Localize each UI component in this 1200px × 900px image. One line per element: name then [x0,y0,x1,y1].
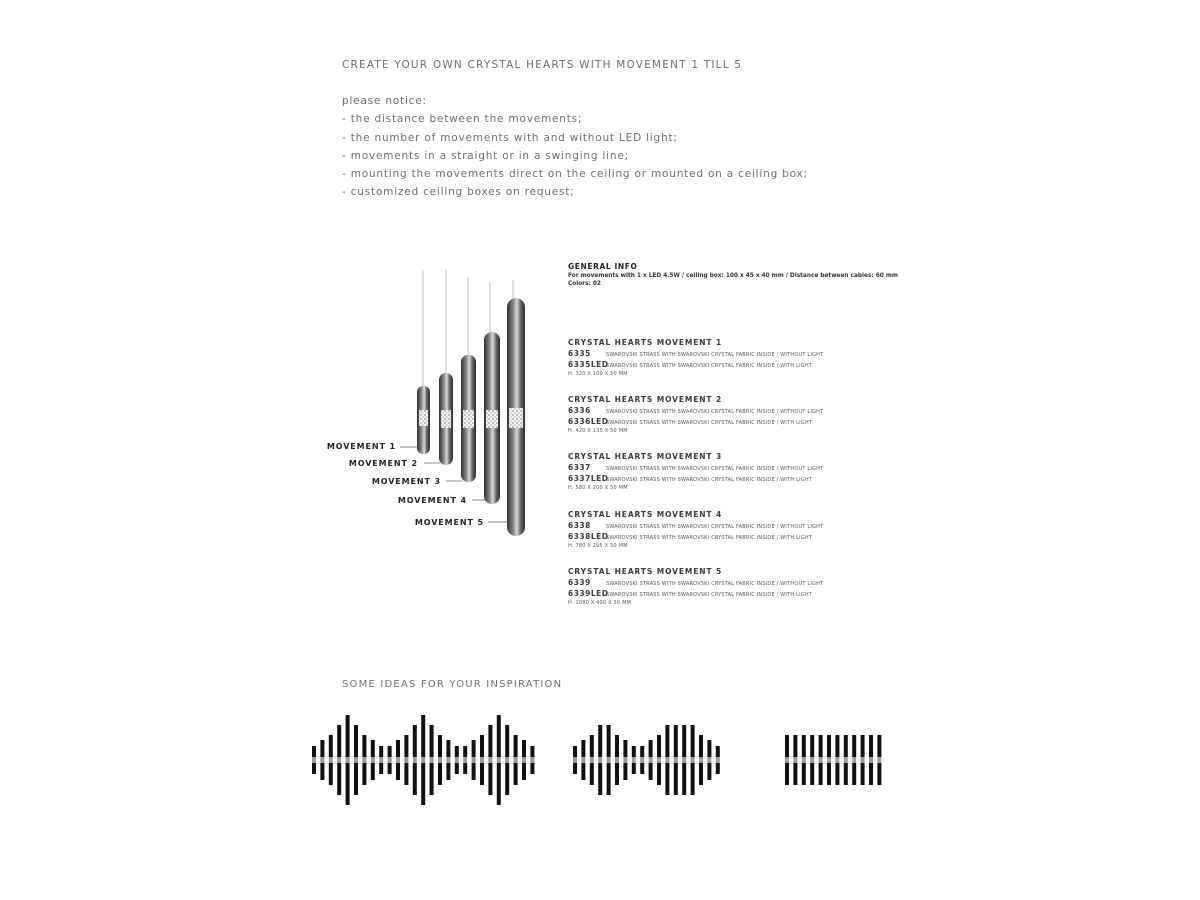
movement-label-5: MOVEMENT 5 [414,518,484,527]
arrangement-bar [793,735,797,757]
page-heading: CREATE YOUR OWN CRYSTAL HEARTS WITH MOVEMENT 1 TILL 5 [342,59,743,71]
arrangement-crystal [877,757,881,763]
product-dimensions: H. 320 X 100 X 50 MM [568,371,628,377]
arrangement-bar [371,740,375,757]
movement-5-ring [507,298,525,536]
notice-intro: please notice: [342,95,427,107]
product-group-movement-3 [568,452,898,495]
arrangement-bar [530,746,534,757]
arrangement-bar [497,763,501,805]
arrangement-crystal [337,757,341,763]
arrangement-crystal [421,757,425,763]
product-group-movement-4 [568,510,898,553]
arrangement-bar [623,763,627,780]
arrangement-bar [362,735,366,757]
arrangement-2 [573,725,720,795]
arrangement-crystal [632,757,636,763]
arrangement-bar [852,735,856,757]
arrangement-crystal [396,757,400,763]
arrangement-bar [497,715,501,757]
arrangement-bar [869,763,873,785]
arrangement-bar [354,725,358,757]
arrangement-bar [785,763,789,785]
arrangement-crystal [371,757,375,763]
arrangement-bar [505,725,509,757]
notice-block [342,95,808,205]
arrangement-bar [573,746,577,757]
arrangement-bar [649,763,653,780]
arrangement-bar [312,763,316,774]
product-code: 6335 [568,349,591,358]
arrangement-crystal [598,757,602,763]
notice-item: - customized ceiling boxes on request; [342,186,575,199]
arrangement-bar [707,740,711,757]
arrangement-crystal [793,757,797,763]
arrangement-crystal [530,757,534,763]
product-code: 6336 [568,406,591,415]
arrangement-crystal [691,757,695,763]
product-description: SWAROVSKI STRASS WITH SWAROVSKI CRYSTAL FABRIC INSIDE / WITH LIGHT [606,363,813,369]
arrangement-crystal [819,757,823,763]
movement-1-ring [417,386,430,454]
arrangement-bar [640,746,644,757]
inspiration-arrangements [300,705,900,815]
arrangement-crystal [810,757,814,763]
product-code: 6339 [568,578,591,587]
arrangement-bar [522,740,526,757]
product-code-led: 6335LED [568,360,609,369]
movement-label-3: MOVEMENT 3 [371,477,441,486]
arrangement-bar [819,735,823,757]
arrangement-bar [463,746,467,757]
arrangement-bar [598,763,602,795]
arrangement-bar [430,763,434,795]
arrangement-crystal [615,757,619,763]
arrangement-bar [707,763,711,780]
arrangement-crystal [861,757,865,763]
arrangement-crystal [674,757,678,763]
arrangement-bar [590,735,594,757]
arrangement-bar [844,763,848,785]
arrangement-bar [581,763,585,780]
arrangement-bar [861,735,865,757]
product-description: SWAROVSKI STRASS WITH SWAROVSKI CRYSTAL FABRIC INSIDE / WITH LIGHT [606,592,813,598]
product-code: 6337 [568,463,591,472]
arrangement-bar [793,763,797,785]
arrangement-bar [396,763,400,780]
arrangement-bar [573,763,577,774]
arrangement-bar [346,715,350,757]
arrangement-bar [802,735,806,757]
arrangement-bar [438,763,442,785]
arrangement-bar [802,763,806,785]
arrangement-crystal [430,757,434,763]
arrangement-bar [810,763,814,785]
arrangement-bar [379,763,383,774]
arrangement-bar [877,735,881,757]
arrangement-crystal [413,757,417,763]
arrangement-bar [632,763,636,774]
arrangement-bar [337,725,341,757]
arrangement-crystal [665,757,669,763]
product-group-movement-2 [568,395,898,438]
arrangement-crystal [505,757,509,763]
arrangement-crystal [346,757,350,763]
arrangement-bar [623,740,627,757]
arrangement-crystal [522,757,526,763]
arrangement-bar [388,746,392,757]
arrangement-bar [446,763,450,780]
arrangement-bar [598,725,602,757]
arrangement-bar [379,746,383,757]
arrangement-bar [312,746,316,757]
arrangement-bar [657,763,661,785]
arrangement-crystal [682,757,686,763]
product-description: SWAROVSKI STRASS WITH SWAROVSKI CRYSTAL FABRIC INSIDE / WITHOUT LIGHT [606,352,824,358]
arrangement-bar [877,763,881,785]
general-info-title: GENERAL INFO [568,262,638,271]
arrangement-bar [665,725,669,757]
arrangement-bar [649,740,653,757]
product-title: CRYSTAL HEARTS MOVEMENT 2 [568,395,723,404]
arrangement-bar [682,725,686,757]
arrangement-crystal [785,757,789,763]
arrangement-bar [362,763,366,785]
arrangement-bar [665,763,669,795]
arrangement-bar [396,740,400,757]
arrangement-crystal [590,757,594,763]
notice-item: - movements in a straight or in a swinging line; [342,149,629,162]
arrangement-bar [455,763,459,774]
movement-3-ring [461,355,476,482]
product-group-movement-5 [568,567,898,610]
arrangement-bar [844,735,848,757]
arrangement-bar [488,725,492,757]
arrangement-crystal [497,757,501,763]
arrangement-bar [472,763,476,780]
arrangement-bar [632,746,636,757]
arrangement-bar [329,735,333,757]
arrangement-crystal [379,757,383,763]
arrangement-crystal [657,757,661,763]
arrangement-crystal [640,757,644,763]
product-title: CRYSTAL HEARTS MOVEMENT 3 [568,452,723,461]
arrangement-crystal [649,757,653,763]
arrangement-bar [438,735,442,757]
arrangement-crystal [835,757,839,763]
product-description: SWAROVSKI STRASS WITH SWAROVSKI CRYSTAL FABRIC INSIDE / WITHOUT LIGHT [606,524,824,530]
product-title: CRYSTAL HEARTS MOVEMENT 5 [568,567,723,576]
arrangement-bar [835,735,839,757]
arrangement-bar [505,763,509,795]
arrangement-bar [337,763,341,795]
arrangement-crystal [707,757,711,763]
arrangement-crystal [438,757,442,763]
arrangement-bar [413,725,417,757]
arrangement-bar [463,763,467,774]
arrangement-bar [371,763,375,780]
product-description: SWAROVSKI STRASS WITH SWAROVSKI CRYSTAL FABRIC INSIDE / WITH LIGHT [606,535,813,541]
arrangement-crystal [329,757,333,763]
arrangement-bar [413,763,417,795]
ideas-title: SOME IDEAS FOR YOUR INSPIRATION [342,679,563,690]
movement-2-ring [439,373,453,465]
arrangement-bar [320,763,324,780]
arrangement-bar [421,715,425,757]
arrangement-crystal [573,757,577,763]
arrangement-bar [346,763,350,805]
arrangement-bar [446,740,450,757]
arrangement-bar [785,735,789,757]
arrangement-crystal [472,757,476,763]
arrangement-bar [530,763,534,774]
notice-item: - the distance between the movements; [342,113,583,126]
movement-label-2: MOVEMENT 2 [348,459,418,468]
arrangement-bar [488,763,492,795]
product-description: SWAROVSKI STRASS WITH SWAROVSKI CRYSTAL FABRIC INSIDE / WITH LIGHT [606,477,813,483]
arrangement-bar [388,763,392,774]
general-info-specs: For movements with 1 x LED 4.5W / ceiling box: 100 x 45 x 40 mm / Distance between cables: 60 mm [568,273,898,279]
arrangement-bar [861,763,865,785]
arrangement-crystal [514,757,518,763]
arrangement-crystal [354,757,358,763]
arrangement-bar [607,725,611,757]
arrangement-bar [716,763,720,774]
product-title: CRYSTAL HEARTS MOVEMENT 1 [568,338,723,347]
movement-label-1: MOVEMENT 1 [326,442,396,451]
product-code-led: 6339LED [568,589,609,598]
arrangement-bar [716,746,720,757]
arrangement-bar [320,740,324,757]
product-title: CRYSTAL HEARTS MOVEMENT 4 [568,510,723,519]
arrangement-bar [657,735,661,757]
notice-item: - the number of movements with and without LED light; [342,131,678,144]
arrangement-bar [354,763,358,795]
arrangement-bar [514,763,518,785]
arrangement-bar [480,763,484,785]
arrangement-crystal [827,757,831,763]
product-code-led: 6337LED [568,474,609,483]
arrangement-bar [691,763,695,795]
arrangement-bar [581,740,585,757]
arrangement-1 [312,715,534,805]
arrangement-bar [421,763,425,805]
arrangement-crystal [362,757,366,763]
arrangement-bar [640,763,644,774]
product-description: SWAROVSKI STRASS WITH SWAROVSKI CRYSTAL FABRIC INSIDE / WITHOUT LIGHT [606,409,824,415]
arrangement-crystal [463,757,467,763]
product-description: SWAROVSKI STRASS WITH SWAROVSKI CRYSTAL FABRIC INSIDE / WITHOUT LIGHT [606,466,824,472]
arrangement-bar [699,763,703,785]
arrangement-bar [682,763,686,795]
arrangement-bar [852,763,856,785]
arrangement-bar [835,763,839,785]
arrangement-bar [455,746,459,757]
product-dimensions: H. 420 X 135 X 50 MM [568,428,628,434]
arrangement-bar [590,763,594,785]
arrangement-3 [785,735,881,785]
product-description: SWAROVSKI STRASS WITH SWAROVSKI CRYSTAL FABRIC INSIDE / WITHOUT LIGHT [606,581,824,587]
arrangement-bar [480,735,484,757]
arrangement-bar [615,763,619,785]
product-dimensions: H. 580 X 200 X 50 MM [568,485,628,491]
arrangement-crystal [802,757,806,763]
arrangement-bar [607,763,611,795]
arrangement-bar [329,763,333,785]
notice-item: - mounting the movements direct on the ceiling or mounted on a ceiling box; [342,168,808,181]
arrangement-crystal [388,757,392,763]
arrangement-crystal [446,757,450,763]
product-code-led: 6336LED [568,417,609,426]
arrangement-crystal [320,757,324,763]
arrangement-bar [674,763,678,795]
arrangement-bar [819,763,823,785]
arrangement-bar [827,735,831,757]
general-info-colors: Colors: 02 [568,281,601,287]
arrangement-crystal [844,757,848,763]
arrangement-crystal [480,757,484,763]
arrangement-crystal [869,757,873,763]
arrangement-bar [615,735,619,757]
arrangement-crystal [488,757,492,763]
arrangement-crystal [404,757,408,763]
movement-4-ring [484,332,500,504]
arrangement-crystal [607,757,611,763]
arrangement-crystal [312,757,316,763]
arrangement-crystal [852,757,856,763]
arrangement-crystal [581,757,585,763]
product-description: SWAROVSKI STRASS WITH SWAROVSKI CRYSTAL FABRIC INSIDE / WITH LIGHT [606,420,813,426]
movement-label-4: MOVEMENT 4 [397,496,467,505]
product-dimensions: H. 1080 X 400 X 50 MM [568,600,632,606]
arrangement-bar [827,763,831,785]
arrangement-bar [430,725,434,757]
product-code-led: 6338LED [568,532,609,541]
product-group-movement-1 [568,338,898,381]
arrangement-crystal [716,757,720,763]
arrangement-bar [674,725,678,757]
arrangement-crystal [699,757,703,763]
arrangement-bar [404,735,408,757]
arrangement-bar [810,735,814,757]
arrangement-bar [404,763,408,785]
product-dimensions: H. 780 X 295 X 50 MM [568,543,628,549]
product-code: 6338 [568,521,591,530]
arrangement-bar [522,763,526,780]
arrangement-crystal [455,757,459,763]
general-info [568,262,898,287]
arrangement-crystal [623,757,627,763]
arrangement-bar [869,735,873,757]
arrangement-bar [699,735,703,757]
arrangement-bar [514,735,518,757]
arrangement-bar [691,725,695,757]
arrangement-bar [472,740,476,757]
